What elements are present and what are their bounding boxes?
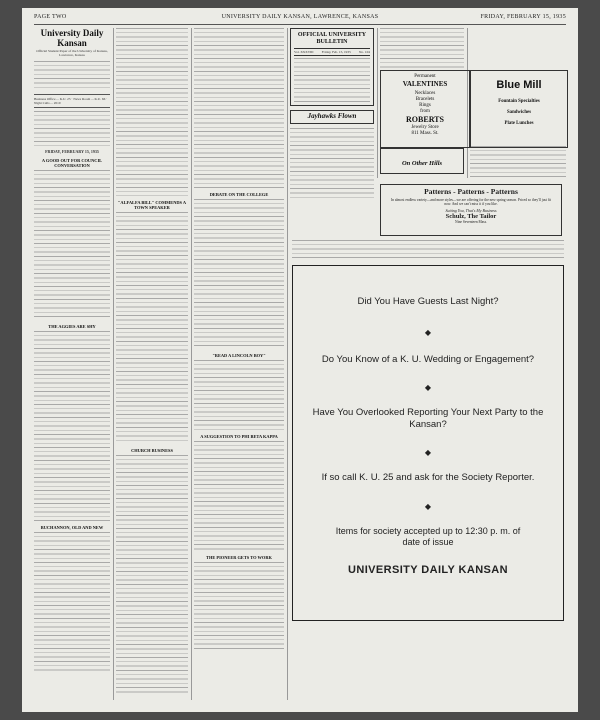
on-other-hills-body [470,146,566,178]
call-society-reporter: If so call K. U. 25 and ask for the Society Reporter. [321,472,535,483]
roberts-jewelry-ad [380,70,470,148]
article-column-2 [116,28,188,700]
article-column-3 [194,28,284,700]
article-body [194,360,284,430]
patterns-address: Nine Seventeen Mass. [454,220,488,225]
diamond-ornament: ◆ [424,448,432,457]
official-bulletin [290,28,374,106]
question-guests: Did You Have Guests Last Night? [357,296,499,307]
headline: "READ A LINCOLN BOY" [212,353,266,358]
on-other-hills-box [380,148,464,174]
phone-numbers: Business Office ... K.U. 25 · News Room ... K.U. 66 · Night Calls ... 2010 [34,94,110,109]
ad-rings: Rings [419,103,431,108]
masthead-info: Official Student Paper of the University of Kansas, Lawrence, Kansas [36,49,108,58]
headline: BUCHANNON, OLD AND NEW [40,525,104,531]
diamond-ornament: ◆ [424,327,432,337]
article-body [194,28,284,188]
bulletin-notices [380,28,464,68]
jayhawks-flown-box [290,110,374,123]
bulletin-number: No. 104 [359,50,370,54]
bulletin-column [290,28,374,198]
blue-mill-lunches: Plate Lunches [504,121,534,126]
jayhawks-flown-body [290,128,374,198]
society-reporter-ad [292,265,564,621]
headline: "ALFALFA BILL" COMMENDS A TOWN SPEAKER [117,200,186,210]
on-other-hills [380,148,464,176]
editorial-column [34,28,110,700]
bulletin-notices [294,58,370,102]
article-body [194,441,284,551]
society-ad-paper-name: UNIVERSITY DAILY KANSAN [348,563,508,576]
ad-from: from [420,109,430,114]
editorial-dateline: FRIDAY, FEBRUARY 15, 1935 [45,149,99,155]
ad-roberts-brand: ROBERTS [406,115,444,124]
article-body [34,170,110,320]
diamond-ornament: ◆ [424,501,432,511]
bulletin-issue-line [294,48,370,56]
patterns-slogan: Suiting You, That's My Business [445,208,497,214]
schulz-tailor-ad [380,184,562,236]
ad-address: 811 Mass. St. [411,131,439,136]
article-body [116,455,188,695]
article-body [34,331,110,521]
entered-notice [34,111,110,147]
masthead: University Daily Kansan [40,28,104,48]
bulletin-date: Friday, Feb. 15, 1935 [321,50,351,54]
article-body [116,212,188,444]
headline: A GOOD OUT FOR COUNCIL CONVERSATION [41,158,103,169]
ad-bracelets: Bracelets [415,97,435,102]
page-number: PAGE TWO [34,14,67,20]
blue-mill-fountain: Fountain Specialties [498,99,540,104]
article-body [34,532,110,672]
ad-necklaces: Necklaces [414,91,436,96]
headline: A SUGGESTION TO PHI BETA KAPPA [200,434,278,439]
blue-mill-ad [470,70,568,148]
ad-valentines: VALENTINES [402,80,448,88]
headline: DEBATE ON THE COLLEGE [209,192,269,197]
headline: CHURCH BUSINESS [131,448,173,453]
ad-jewelry-store: Jewelry Store [411,125,439,130]
jayhawks-flown-title: Jayhawks Flown [307,112,357,121]
on-other-hills-title: On Other Hills [401,160,443,167]
headline: THE PIONEER GETS TO WORK [206,555,272,560]
bulletin-volume: Vol. XXXVIII [294,50,314,54]
bulletin-column-2 [380,28,464,68]
staff-list [34,61,110,91]
question-party: Have You Overlooked Reporting Your Next Party to the Kansan? [312,407,544,430]
diamond-ornament: ◆ [424,383,432,392]
article-body [194,199,284,349]
article-body [194,562,284,652]
patterns-brand: Schulz, The Tailor [445,213,497,221]
patterns-title: Patterns - Patterns - Patterns [424,187,518,196]
headline: THE AGGIES ARE SHY [48,324,96,330]
ad-permanent: Permanent [414,74,436,79]
running-head [34,14,566,25]
question-wedding: Do You Know of a K. U. Wedding or Engagement? [321,353,535,365]
newspaper-page [22,8,578,712]
blue-mill-brand: Blue Mill [496,79,542,91]
issue-date: FRIDAY, FEBRUARY 15, 1935 [480,14,566,20]
paper-title: UNIVERSITY DAILY KANSAN, LAWRENCE, KANSAS [221,14,379,20]
patterns-body: In almost endless variety—and more styles—we are offering for the new spring season. Priced so they'll just fit now. And we can't miss it if you like. [390,198,552,207]
article-body [292,240,564,260]
article-body [116,28,188,196]
bulletin-title: OFFICIAL UNIVERSITY BULLETIN [297,32,367,45]
blue-mill-sandwiches: Sandwiches [507,110,531,115]
deadline-notice: Items for society accepted up to 12:30 p. m. of date of issue [335,525,521,547]
